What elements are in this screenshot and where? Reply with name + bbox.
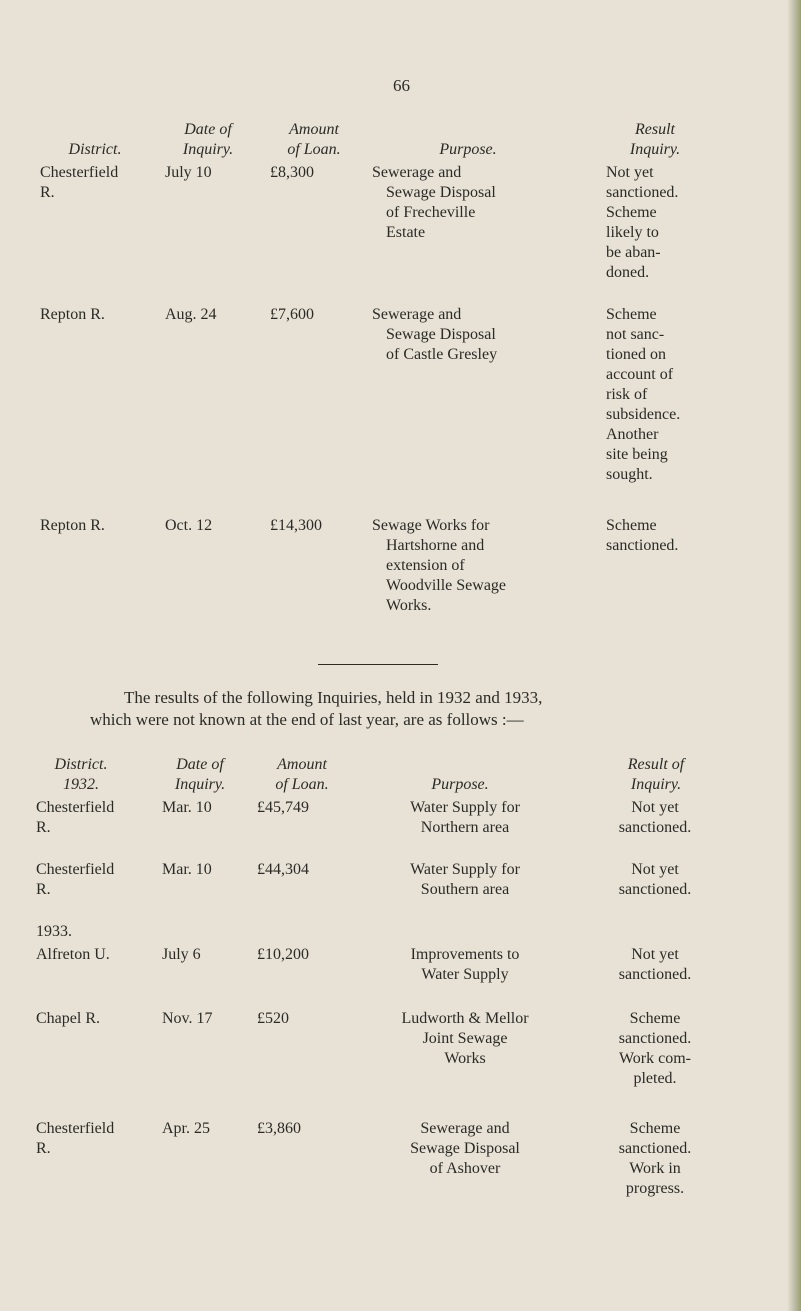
t1-header-date: Date of Inquiry. bbox=[182, 121, 234, 158]
t1-r2-result: Scheme not sanc- tioned on account of risk of subsidence. Another site being sought. bbox=[606, 306, 681, 483]
section-divider bbox=[318, 664, 438, 665]
t2-header-amount: Amount of Loan. bbox=[275, 756, 329, 793]
t2-r1-date: Mar. 10 bbox=[162, 799, 212, 816]
t2-r1-district: Chesterfield R. bbox=[36, 799, 115, 836]
t2-r2-purpose: Water Supply for Southern area bbox=[410, 861, 520, 898]
t2-r3-result: Not yet sanctioned. bbox=[618, 946, 692, 983]
t1-r2-amount: £7,600 bbox=[270, 306, 314, 323]
paragraph-line-2: which were not known at the end of last year, are as follows :— bbox=[90, 710, 524, 729]
t2-r4-purpose: Ludworth & Mellor Joint Sewage Works bbox=[401, 1010, 529, 1067]
t1-header-result: Result Inquiry. bbox=[629, 121, 681, 158]
t2-r1-result: Not yet sanctioned. bbox=[618, 799, 692, 836]
t2-header-district: District. 1932. bbox=[54, 756, 108, 793]
intro-paragraph bbox=[90, 687, 750, 731]
t2-r5-date: Apr. 25 bbox=[162, 1120, 210, 1137]
t1-r3-date: Oct. 12 bbox=[165, 517, 213, 534]
t2-r5-district: Chesterfield R. bbox=[36, 1120, 115, 1157]
t2-r4-amount: £520 bbox=[257, 1010, 289, 1027]
t1-r1-district: Chesterfield R. bbox=[40, 164, 119, 201]
t1-r1-date: July 10 bbox=[165, 164, 212, 181]
t1-r1-amount: £8,300 bbox=[270, 164, 314, 181]
t2-r2-result: Not yet sanctioned. bbox=[618, 861, 692, 898]
t1-r1-purpose: Sewerage and Sewage Disposal of Frecheville Estate bbox=[372, 164, 496, 241]
t1-r2-district: Repton R. bbox=[40, 306, 105, 323]
t2-r3-purpose: Improvements to Water Supply bbox=[410, 946, 520, 983]
t2-r4-date: Nov. 17 bbox=[162, 1010, 213, 1027]
t2-r5-result: Scheme sanctioned. Work in progress. bbox=[618, 1120, 692, 1197]
t2-header-date: Date of Inquiry. bbox=[174, 756, 226, 793]
t2-r2-district: Chesterfield R. bbox=[36, 861, 115, 898]
t2-r3-district: Alfreton U. bbox=[36, 946, 110, 963]
t1-header-amount: Amount of Loan. bbox=[287, 121, 341, 158]
t1-r2-purpose: Sewerage and Sewage Disposal of Castle Gresley bbox=[372, 306, 498, 363]
t2-r1-amount: £45,749 bbox=[257, 799, 309, 816]
t2-year-1933: 1933. bbox=[36, 923, 72, 940]
t2-r5-purpose: Sewerage and Sewage Disposal of Ashover bbox=[410, 1120, 520, 1177]
t1-r3-district: Repton R. bbox=[40, 517, 105, 534]
t2-r3-date: July 6 bbox=[162, 946, 201, 963]
t1-r2-date: Aug. 24 bbox=[165, 306, 217, 323]
t2-r2-date: Mar. 10 bbox=[162, 861, 212, 878]
paragraph-line-1: The results of the following Inquiries, held in 1932 and 1933, bbox=[124, 688, 543, 707]
t1-r3-purpose: Sewage Works for Hartshorne and extension of Woodville Sewage Works. bbox=[372, 517, 507, 614]
t2-r5-amount: £3,860 bbox=[257, 1120, 301, 1137]
page-edge bbox=[787, 0, 801, 1311]
t2-r3-amount: £10,200 bbox=[257, 946, 309, 963]
t1-header-district: District. bbox=[68, 141, 122, 158]
t1-r1-result: Not yet sanctioned. Scheme likely to be aban- doned. bbox=[606, 164, 679, 281]
t1-r3-result: Scheme sanctioned. bbox=[606, 517, 679, 554]
t2-r2-amount: £44,304 bbox=[257, 861, 309, 878]
t1-r3-amount: £14,300 bbox=[270, 517, 322, 534]
t2-r1-purpose: Water Supply for Northern area bbox=[410, 799, 520, 836]
t2-header-purpose: Purpose. bbox=[431, 776, 489, 793]
t2-header-result: Result of Inquiry. bbox=[627, 756, 685, 793]
page-number: 66 bbox=[393, 76, 410, 95]
t1-header-purpose: Purpose. bbox=[439, 141, 497, 158]
t2-r4-district: Chapel R. bbox=[36, 1010, 100, 1027]
t2-r4-result: Scheme sanctioned. Work com- pleted. bbox=[618, 1010, 692, 1087]
